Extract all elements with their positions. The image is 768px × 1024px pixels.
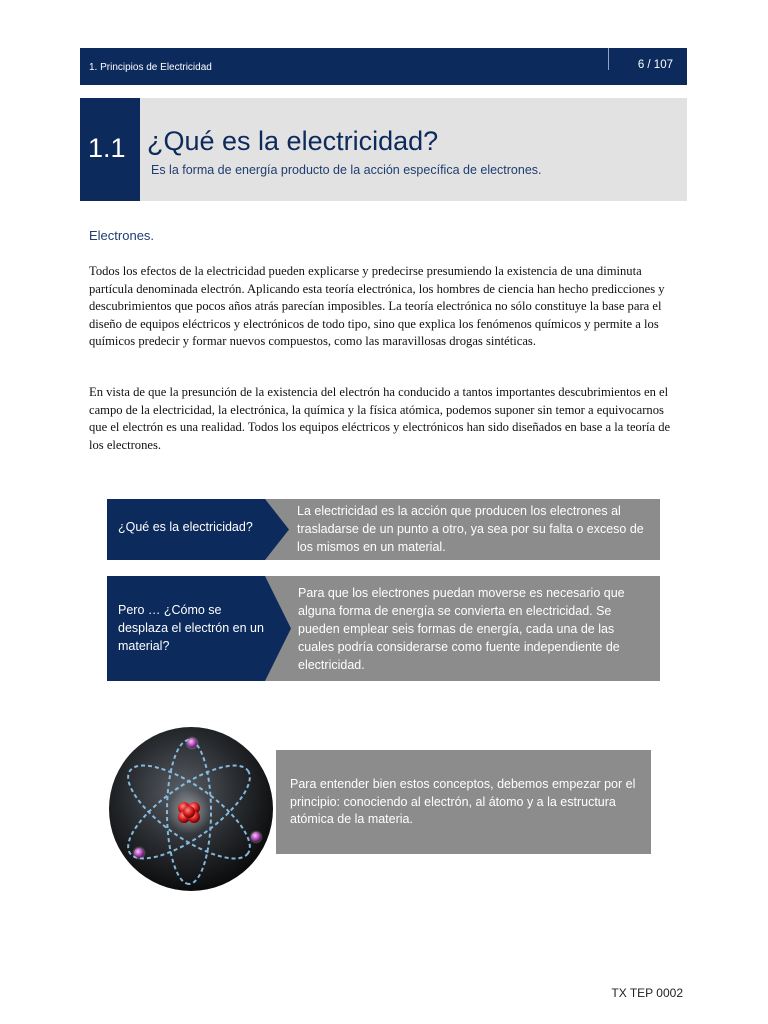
paragraph-text: Todos los efectos de la electricidad pueden explicarse y predecirse presumiendo la existencia de una diminuta partícula denominada electrón. Aplicando esta teoría electrónica, los hombres de ciencia han hecho predicciones y descubrimientos que pocos años atrás parecían imposibles. La teoría electrónica no sólo constituye la base para el diseño de equipos eléctricos y electrónicos de todo tipo, sino que explica los fenómenos químicos y permite a los químicos predecir y formar nuevos compuestos, como las maravillosas drogas sintéticas.: [89, 264, 665, 349]
electron: [251, 832, 261, 842]
electron: [187, 738, 197, 748]
section-heading: Electrones.: [89, 228, 155, 243]
qa-row-2: [107, 576, 660, 681]
nucleus: [178, 802, 200, 823]
note-text: Para entender bien estos conceptos, debemos empezar por el principio: conociendo al electrón, al átomo y a la estructura atómica de la materia.: [290, 777, 636, 826]
note-box: [276, 750, 651, 854]
electron: [134, 848, 144, 858]
page-number: 6 / 107: [637, 59, 673, 71]
chapter-label: 1. Principios de Electricidad: [89, 62, 212, 73]
title-block: [80, 98, 687, 201]
document-code: TX TEP 0002: [611, 986, 683, 1000]
qa-question: ¿Qué es la electricidad?: [118, 520, 253, 534]
paragraph-1: [89, 263, 681, 351]
page-subtitle: Es la forma de energía producto de la acción específica de electrones.: [151, 163, 542, 177]
qa-answer: Para que los electrones puedan moverse es necesario que alguna forma de energía se convierta en electricidad. Se pueden emplear seis formas de energía, cada una de las cuales podría considerarse como fuente independiente de electricidad.: [298, 586, 625, 672]
paragraph-text: En vista de que la presunción de la existencia del electrón ha conducido a tantos importantes descubrimientos en el campo de la electricidad, la electrónica, la química y la física atómica, podemos suponer sin temor a equivocarnos que el electrón es una realidad. Todos los equipos eléctricos y electrónicos han sido diseñados en base a la teoría de los electrones.: [89, 385, 671, 452]
paragraph-2: [89, 384, 681, 454]
section-number: 1.1: [88, 133, 126, 163]
qa-question: Pero … ¿Cómo se desplaza el electrón en un material?: [118, 603, 264, 653]
atom-illustration: [107, 722, 275, 894]
header-bar: [80, 48, 687, 85]
page-title: ¿Qué es la electricidad?: [147, 126, 439, 156]
qa-row-1: [107, 499, 660, 560]
qa-answer: La electricidad es la acción que producen los electrones al trasladarse de un punto a otro, ya sea por su falta o exceso de los mismos en un material.: [297, 504, 644, 554]
header-divider: [608, 48, 609, 70]
section-number-box: [80, 98, 140, 201]
